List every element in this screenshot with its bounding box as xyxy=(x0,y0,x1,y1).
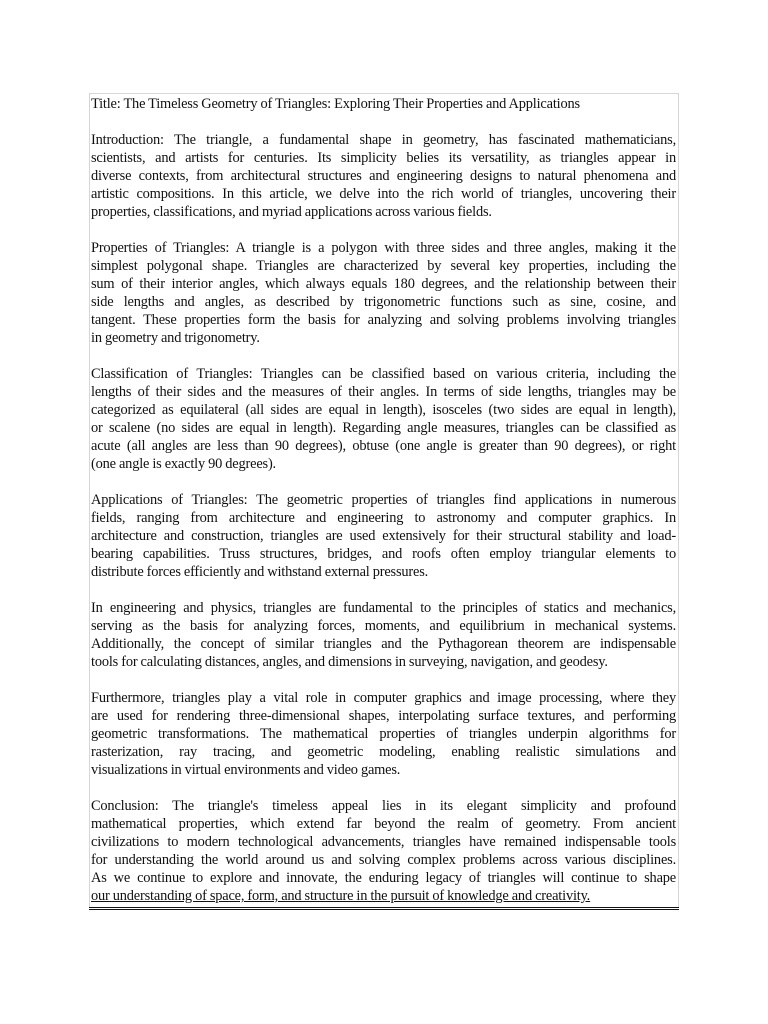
text-line: or scalene (no sides are equal in length). Regarding angle measures, triangles can be classified as xyxy=(91,420,676,436)
text-line: Furthermore, triangles play a vital role in computer graphics and image processing, where they xyxy=(91,690,676,706)
text-line: artistic compositions. In this article, we delve into the rich world of triangles, uncovering their xyxy=(91,186,676,202)
text-line: acute (all angles are less than 90 degrees), obtuse (one angle is greater than 90 degrees), or right xyxy=(91,438,676,454)
paragraph-classification xyxy=(91,365,676,473)
text-line: architecture and construction, triangles are used extensively for their structural stability and load- xyxy=(91,528,676,544)
text-line: diverse contexts, from architectural structures and engineering designs to natural phenomena and xyxy=(91,168,676,184)
text-line: rasterization, ray tracing, and geometric modeling, enabling realistic simulations and xyxy=(91,744,676,760)
text-line: civilizations to modern technological advancements, triangles have remained indispensable tools xyxy=(91,834,676,850)
text-line: for understanding the world around us and solving complex problems across various disciplines. xyxy=(91,852,676,868)
paragraph-introduction xyxy=(91,131,676,221)
text-line: mathematical properties, which extend far beyond the realm of geometry. From ancient xyxy=(91,816,676,832)
text-line: Introduction: The triangle, a fundamental shape in geometry, has fascinated mathematicians, xyxy=(91,132,676,148)
text-line: bearing capabilities. Truss structures, bridges, and roofs often employ triangular elements to xyxy=(91,546,676,562)
text-line: side lengths and angles, as described by trigonometric functions such as sine, cosine, and xyxy=(91,294,676,310)
text-line: visualizations in virtual environments and video games. xyxy=(91,762,401,778)
paragraph-properties xyxy=(91,239,676,347)
text-line: lengths of their sides and the measures of their angles. In terms of side lengths, triangles may be xyxy=(91,384,676,400)
text-line: tangent. These properties form the basis for analyzing and solving problems involving triangles xyxy=(91,312,676,328)
text-line: fields, ranging from architecture and engineering to astronomy and computer graphics. In xyxy=(91,510,676,526)
text-line: Additionally, the concept of similar triangles and the Pythagorean theorem are indispensable xyxy=(91,636,676,652)
text-line: tools for calculating distances, angles, and dimensions in surveying, navigation, and geodesy. xyxy=(91,654,608,670)
paragraph-engineering xyxy=(91,599,676,671)
text-line: In engineering and physics, triangles are fundamental to the principles of statics and mechanics, xyxy=(91,600,676,616)
text-line: properties, classifications, and myriad applications across various fields. xyxy=(91,204,492,220)
text-line: (one angle is exactly 90 degrees). xyxy=(91,456,276,472)
text-line: distribute forces efficiently and withstand external pressures. xyxy=(91,564,429,580)
text-line: categorized as equilateral (all sides are equal in length), isosceles (two sides are equal in length), xyxy=(91,402,676,418)
document-title: Title: The Timeless Geometry of Triangles: Exploring Their Properties and Applications xyxy=(91,96,580,112)
text-line: Classification of Triangles: Triangles can be classified based on various criteria, including the xyxy=(91,366,676,382)
text-line: As we continue to explore and innovate, the enduring legacy of triangles will continue to shape xyxy=(91,870,676,886)
text-line: are used for rendering three-dimensional shapes, interpolating surface textures, and performing xyxy=(91,708,676,724)
text-line: geometric transformations. The mathematical properties of triangles underpin algorithms for xyxy=(91,726,676,742)
text-line: simplest polygonal shape. Triangles are characterized by several key properties, including the xyxy=(91,258,676,274)
paragraph-computer-graphics xyxy=(91,689,676,779)
text-line: Conclusion: The triangle's timeless appeal lies in its elegant simplicity and profound xyxy=(91,798,676,814)
text-line: Applications of Triangles: The geometric properties of triangles find applications in numerous xyxy=(91,492,676,508)
text-line: our understanding of space, form, and structure in the pursuit of knowledge and creativity. xyxy=(91,888,591,904)
document-page xyxy=(89,93,679,907)
text-line: serving as the basis for analyzing forces, moments, and equilibrium in mechanical systems. xyxy=(91,618,676,634)
text-line: scientists, and artists for centuries. Its simplicity belies its versatility, as triangles appear in xyxy=(91,150,676,166)
paragraph-applications xyxy=(91,491,676,581)
paragraph-conclusion xyxy=(91,797,676,905)
text-line: Properties of Triangles: A triangle is a polygon with three sides and three angles, making it the xyxy=(91,240,676,256)
text-line: in geometry and trigonometry. xyxy=(91,330,260,346)
text-line: sum of their interior angles, which always equals 180 degrees, and the relationship between their xyxy=(91,276,676,292)
